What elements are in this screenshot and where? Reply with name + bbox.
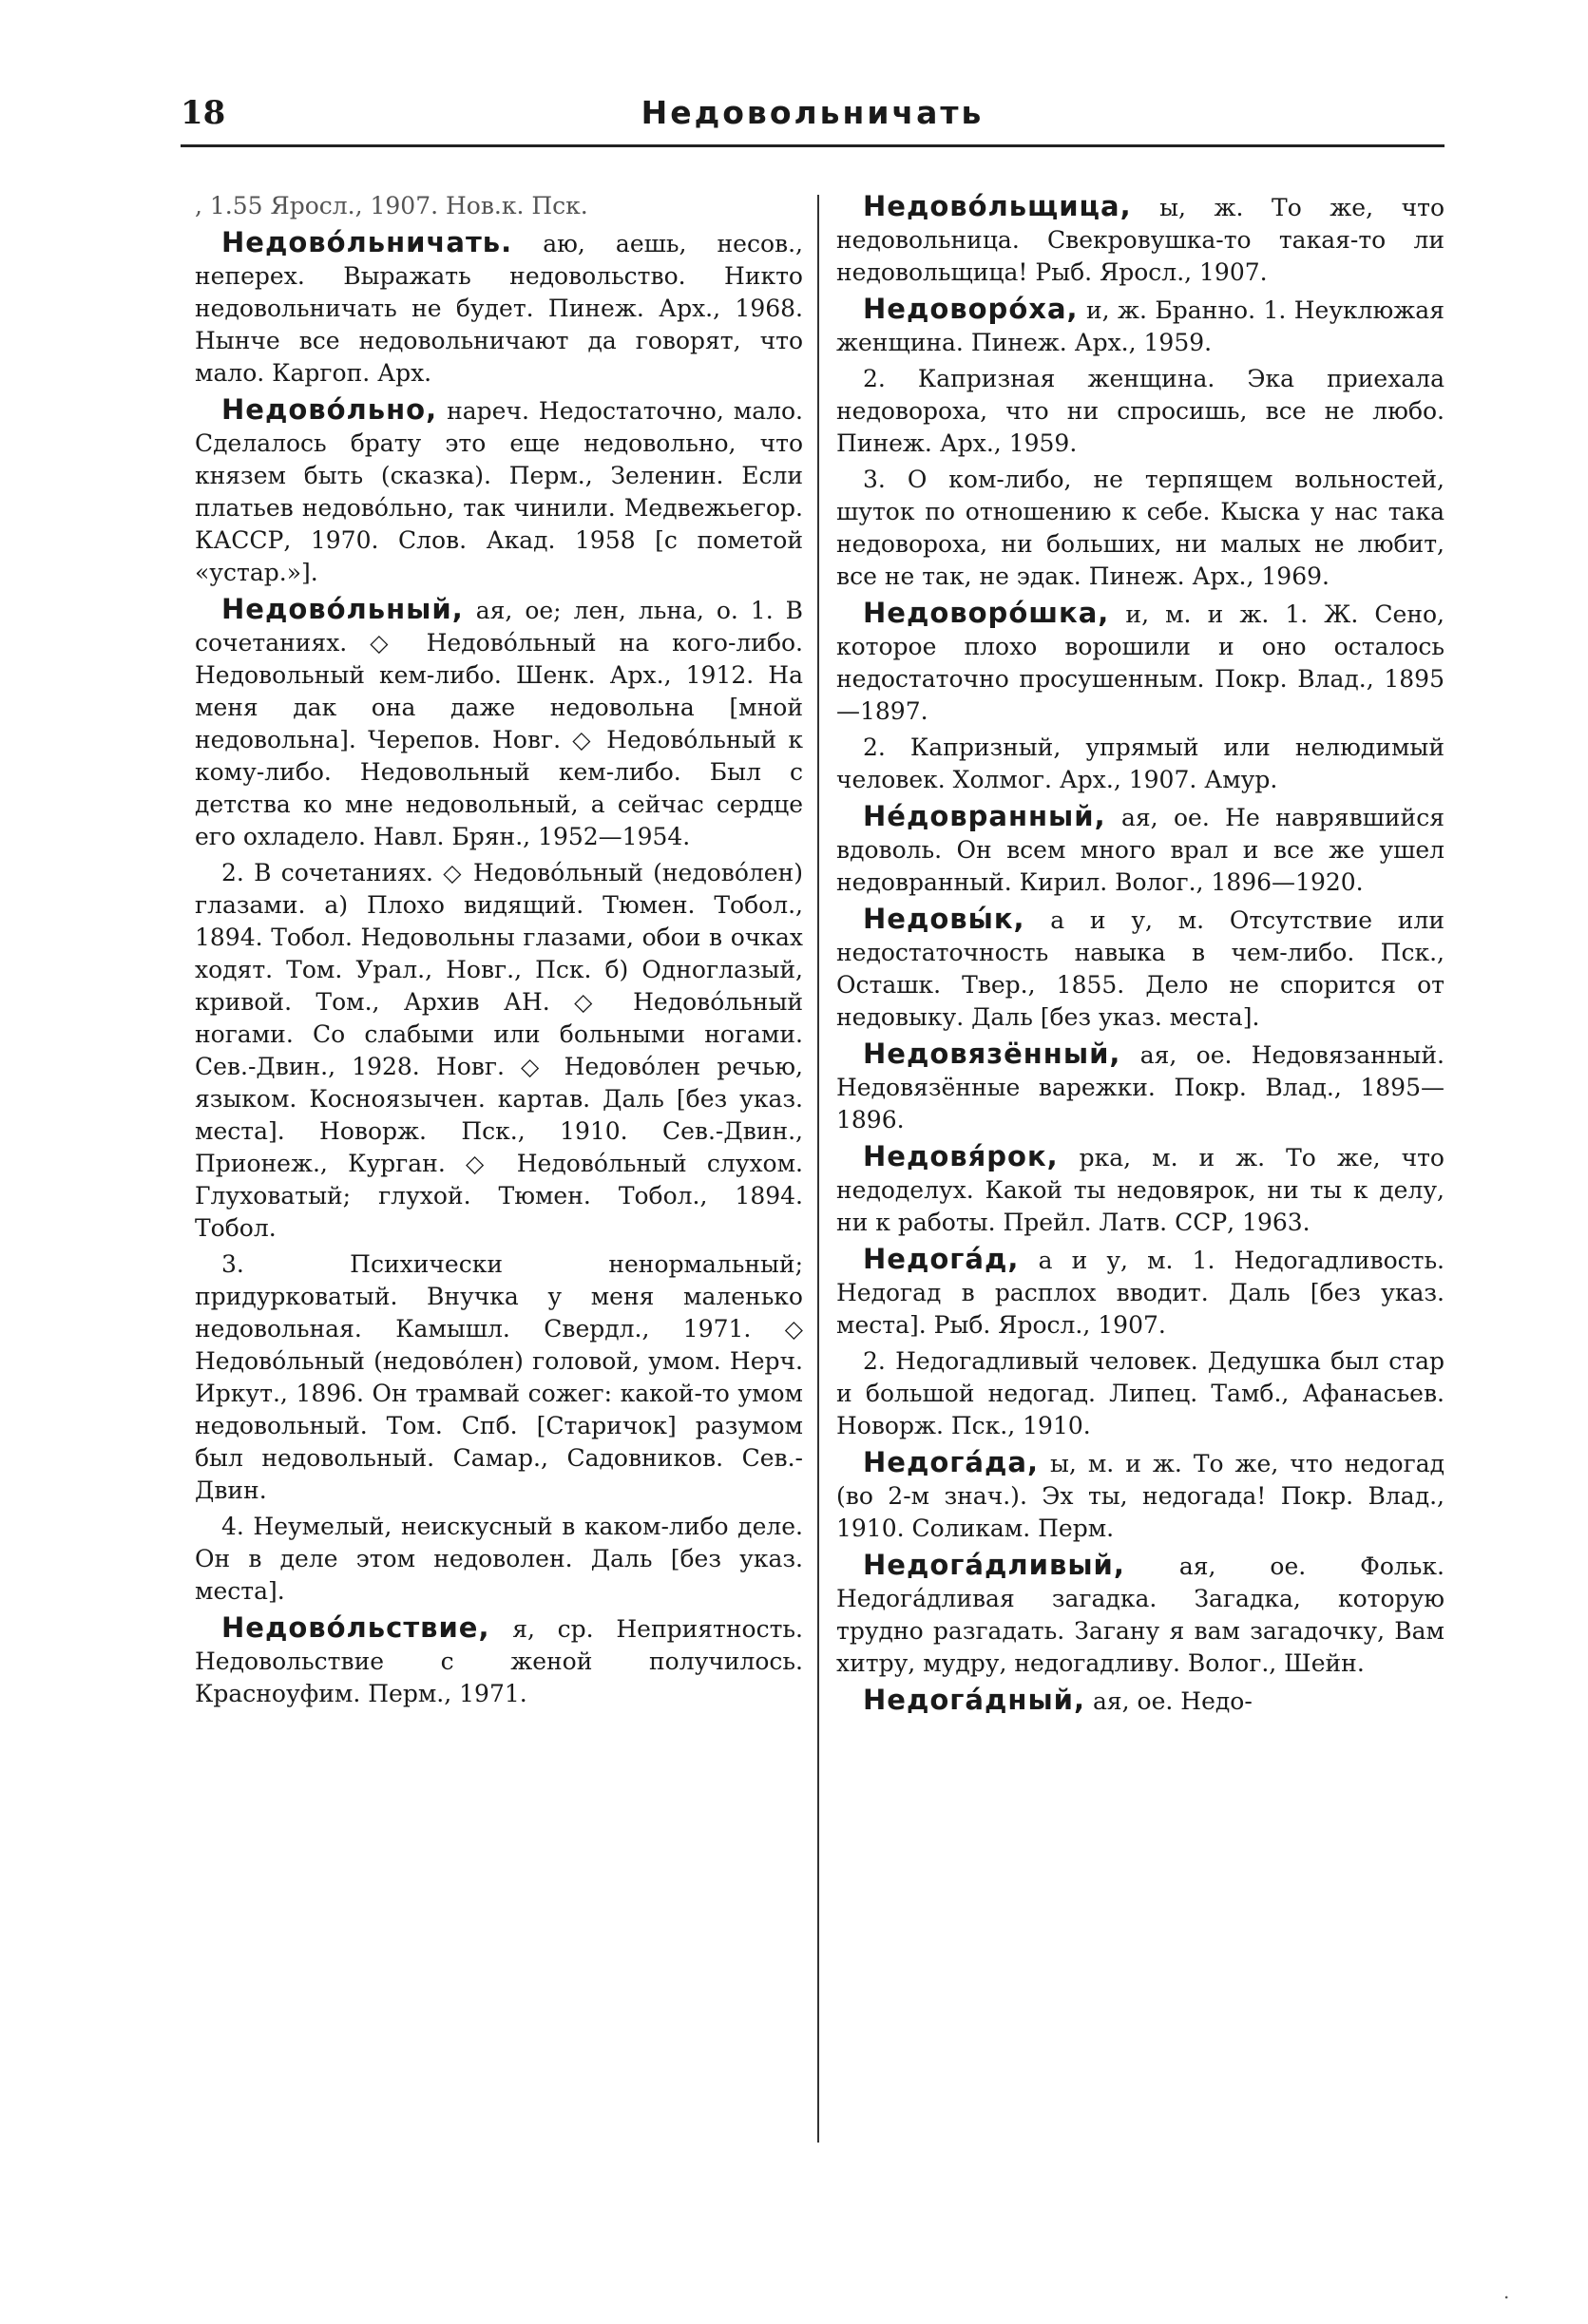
entry-text: аю, аешь, несов., неперех. Выражать недовольство. Никто недовольничать не будет. Пинеж. Арх., 1968. Нынче все недовольничают да говорят, что мало. Каргоп. Арх. [195,230,803,387]
corner-mark: . [1503,2280,1510,2303]
dictionary-entry [836,190,1445,289]
entry-headword: Недоворо́ха, [863,293,1079,325]
entry-headword: Недога́д, [863,1243,1020,1275]
entry-headword: Недово́льный, [221,593,464,625]
dictionary-entry [836,1684,1445,1718]
dictionary-entry [836,1549,1445,1680]
entry-headword: Недога́дливый, [863,1549,1125,1581]
entry-text: ая, ое. Недовязанный. Недовязённые варежки. Покр. Влад., 1895—1896. [836,1041,1445,1133]
entry-text: ая, ое. Недо- [1092,1687,1253,1715]
dictionary-entry [836,1038,1445,1136]
dictionary-entry [836,1243,1445,1342]
entry-headword: Не́довранный, [863,800,1106,832]
entry-headword: Недовы́к, [863,903,1025,935]
entry-text: ая, ое; лен, льна, о. 1. В сочетаниях. ◇ Недово́льный на кого-либо. Недовольный кем-либо. Шенк. Арх., 1912. На меня дак она даже недовольна [мной недовольна]. Черепов. Новг. ◇ Недово́льный к кому-либо. Недовольный кем-либо. Был с детства ко мне недовольный, а сейчас сердце его охладело. Навл. Брян., 1952—1954. [195,597,803,850]
left-column [195,190,803,1714]
entry-headword: Недоворо́шка, [863,597,1110,629]
dictionary-entry [195,593,803,853]
entry-text: а и у, м. Отсутствие или недостаточность навыка в чем-либо. Пск., Осташк. Твер., 1855. Дело не спорится от недовыку. Даль [без указ. места]. [836,906,1445,1031]
dictionary-entry [195,393,803,589]
dictionary-entry [836,1140,1445,1239]
dictionary-entry [836,293,1445,359]
entry-headword: Недово́льничать. [221,226,513,258]
page-header [181,88,1445,145]
entry-text: нареч. Недостаточно, мало. Сделалось брату это еще недовольно, что князем быть (сказка). Перм., Зеленин. Если платьев недово́льно, так чинили. Медвежьегор. КАССР, 1970. Слов. Акад. 1958 [с пометой «устар.»]. [195,397,803,586]
entry-text: и, ж. Бранно. 1. Неуклюжая женщина. Пинеж. Арх., 1959. [836,296,1445,356]
entry-headword: Недовя́рок, [863,1140,1059,1172]
entry-headword: Недога́да, [863,1446,1040,1478]
entry-headword: Недово́льщица, [863,190,1132,222]
entry-text: а и у, м. 1. Недогадливость. Недогад в расплох вводит. Даль [без указ. места]. Рыб. Яросл., 1907. [836,1247,1445,1339]
entry-text: рка, м. и ж. То же, что недоделух. Какой ты недовярок, ни ты к делу, ни к работы. Прейл. Латв. ССР, 1963. [836,1144,1445,1236]
right-column [836,190,1445,1722]
dictionary-entry [836,800,1445,899]
page-number: 18 [181,94,226,132]
entry-sense: 3. Психически ненормальный; придурковатый. Внучка у меня маленько недовольная. Камышл. Свердл., 1971. ◇ Недово́льный (недово́лен) головой, умом. Нерч. Иркут., 1896. Он трамвай сожег: какой-то умом недовольный. Том. Спб. [Старичок] разумом был недовольный. Самар., Садовников. Сев.-Двин. [195,1250,803,1504]
entry-text: я, ср. Неприятность. Недовольствие с женой получилось. Красноуфим. Перм., 1971. [195,1615,803,1707]
header-rule [181,144,1445,147]
entry-text: ы, м. и ж. То же, что недогад (во 2-м знач.). Эх ты, недогада! Покр. Влад., 1910. Соликам. Перм. [836,1450,1445,1542]
entry-sense: 3. О ком-либо, не терпящем вольностей, шуток по отношению к себе. Кыска у нас така недовороха, ни больших, ни малых не любит, все не так, не эдак. Пинеж. Арх., 1969. [836,466,1445,590]
entry-sense: 2. Капризный, упрямый или нелюдимый человек. Холмог. Арх., 1907. Амур. [836,733,1445,793]
entry-sense: 2. Недогадливый человек. Дедушка был стар и большой недогад. Липец. Тамб., Афанасьев. Новорж. Пск., 1910. [836,1347,1445,1439]
dictionary-entry [195,226,803,390]
entry-text: и, м. и ж. 1. Ж. Сено, которое плохо ворошили и оно осталось недостаточно просушенным. Покр. Влад., 1895—1897. [836,600,1445,725]
entry-sense: 2. Капризная женщина. Эка приехала недовороха, что ни спросишь, все не любо. Пинеж. Арх., 1959. [836,365,1445,457]
dictionary-entry [836,597,1445,728]
entry-text: ая, ое. Фольк. Недога́дливая загадка. Загадка, которую трудно разгадать. Загану я вам загадочку, Вам хитру, мудру, недогадливу. Волог., Шейн. [836,1553,1445,1677]
entry-headword: Недога́дный, [863,1684,1086,1716]
entry-headword: Недово́льствие, [221,1611,490,1644]
dictionary-entry [836,903,1445,1034]
dictionary-entry [836,1446,1445,1545]
continuation-fragment: , 1.55 Яросл., 1907. Нов.к. Пск. [195,192,588,219]
running-head: Недовольничать [641,94,985,131]
entry-headword: Недово́льно, [221,393,438,426]
entry-text: ая, ое. Не наврявшийся вдоволь. Он всем много врал и все же ушел недовранный. Кирил. Волог., 1896—1920. [836,804,1445,896]
dictionary-entry [195,1611,803,1710]
entry-headword: Недовязённый, [863,1038,1121,1070]
entry-text: ы, ж. То же, что недовольница. Свекровушка-то такая-то ли недовольщица! Рыб. Яросл., 1907. [836,194,1445,286]
entry-sense: 2. В сочетаниях. ◇ Недово́льный (недово́лен) глазами. а) Плохо видящий. Тюмен. Тобол., 1894. Тобол. Недовольны глазами, обои в очках ходят. Том. Урал., Новг., Пск. б) Одноглазый, кривой. Том., Архив АН. ◇ Недово́льный ногами. Со слабыми или больными ногами. Сев.-Двин., 1928. Новг. ◇ Недово́лен речью, языком. Косноязычен. картав. Даль [без указ. места]. Новорж. Пск., 1910. Сев.-Двин., Прионеж., Курган. ◇ Недово́льный слухом. Глуховатый; глухой. Тюмен. Тобол., 1894. Тобол. [195,859,803,1242]
column-divider [817,195,819,2143]
entry-sense: 4. Неумелый, неискусный в каком-либо деле. Он в деле этом недоволен. Даль [без указ. места]. [195,1513,803,1605]
